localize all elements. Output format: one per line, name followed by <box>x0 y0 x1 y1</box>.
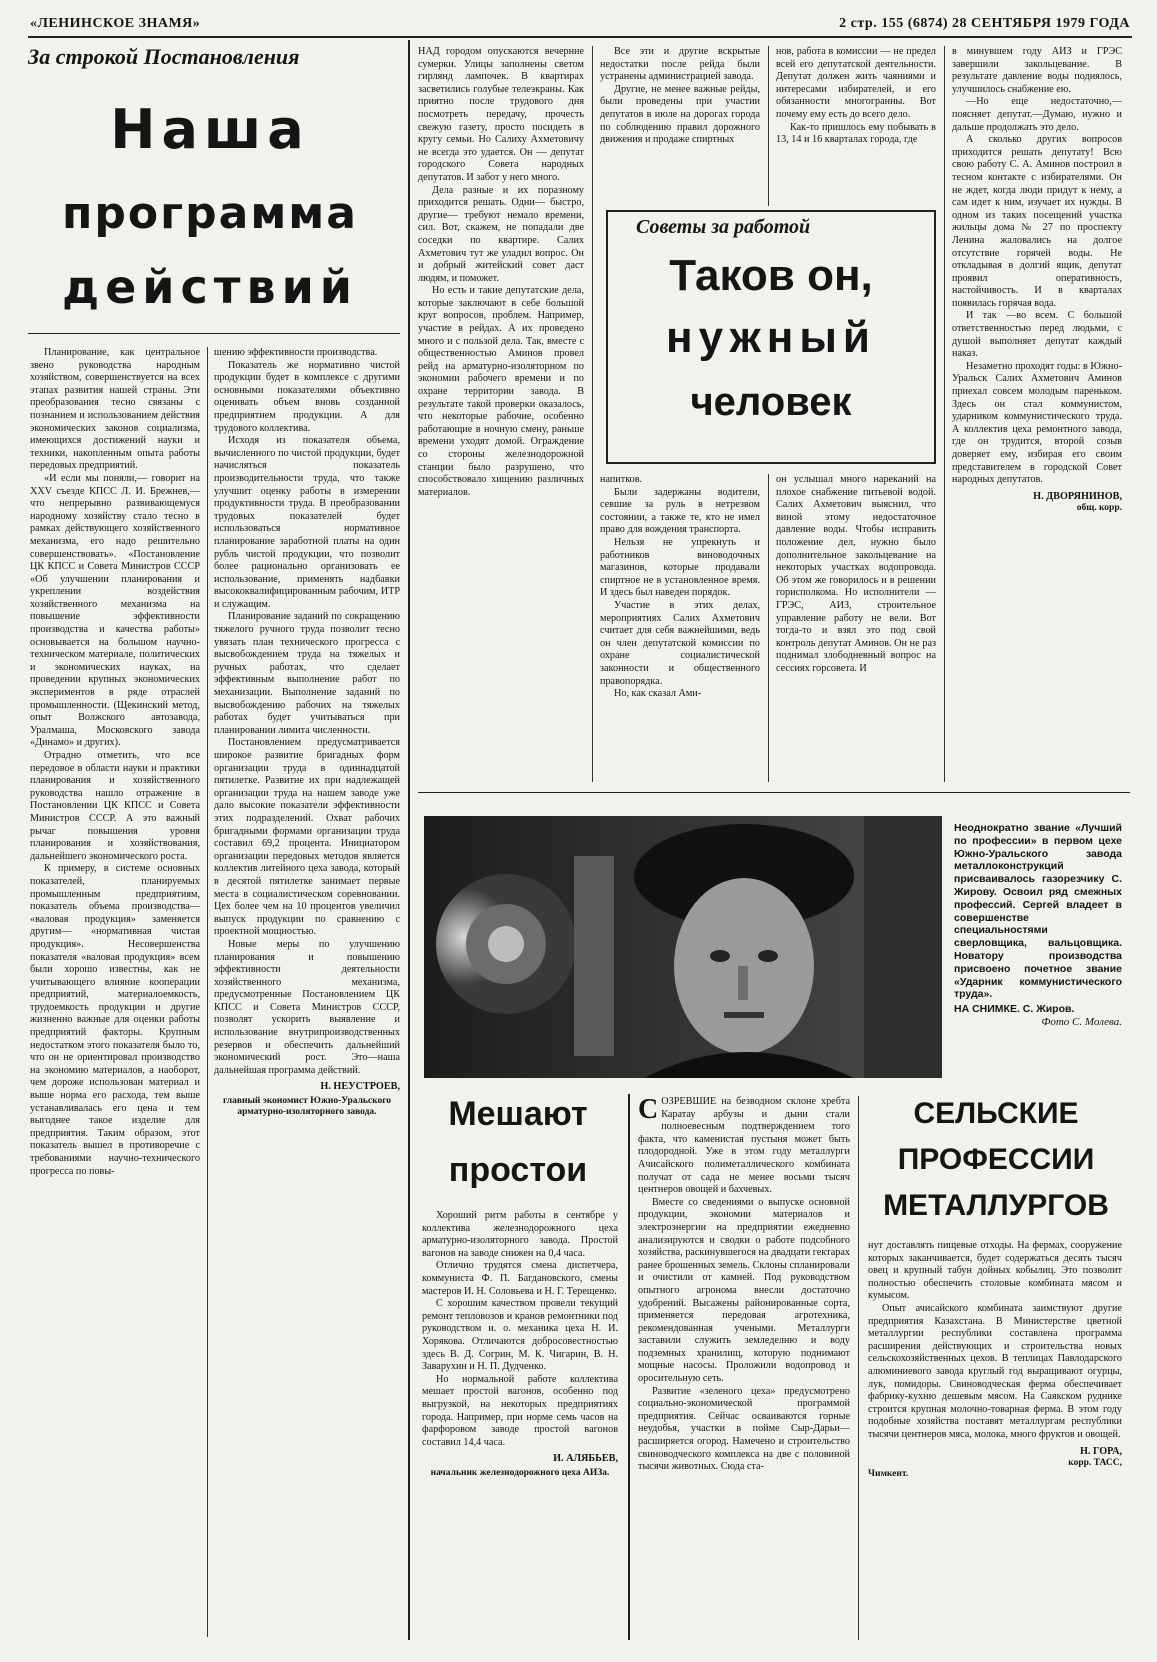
paragraph: С хорошим качеством провели текущий ремонт тепловозов и кранов ремонтники под руководством и. о. механика цеха Н. И. Хорякова. Отличаются добросовестностью здесь В. Д. Согрин, М. К. Чигарин, В. Н. Заварухин и Н. П. Дудченко. <box>422 1298 618 1373</box>
article2-title-line1: Таков он, <box>669 251 873 300</box>
column-divider <box>768 474 769 782</box>
paragraph: А сколько других вопросов приходится решать депутату! Всю свою работу С. А. Аминов построил в тесном контакте с избирателями. Он не ждет, когда люди придут к нему, а сам идет к ним, изучает их нужды. В одном из таких посещений участка жильцы дома № 27 по проспекту Ленина жаловались на долгое отсутствие горячей воды. Не откладывая в долгий ящик, депутат проявил оперативность, настойчивость. И в кварталах появилась горячая вода. <box>952 134 1122 309</box>
article2-signature-role: общ. корр. <box>1076 503 1122 514</box>
article1-title-line3: действий <box>61 260 359 314</box>
article2-column-d <box>952 46 1122 782</box>
paragraph: И так —во всем. С большой ответственностью перед людьми, с душой выполняет депутат каждый наказ. <box>952 310 1122 360</box>
article2-title-line3: человек <box>690 380 852 424</box>
paragraph: шению эффективности производства. <box>214 347 378 358</box>
column-divider <box>944 46 945 782</box>
article4-dateline: Чимкент. <box>868 1469 909 1480</box>
paper-name: «ЛЕНИНСКОЕ ЗНАМЯ» <box>30 16 201 31</box>
article1-rubric: За строкой Постановления <box>28 44 300 69</box>
article4-column-1 <box>638 1096 850 1640</box>
article4-column-2 <box>868 1240 1122 1640</box>
section-divider <box>408 40 410 1640</box>
paragraph: Как-то пришлось ему побывать в 13, 14 и 16 кварталах города, где <box>776 121 936 146</box>
paragraph: Вместе со сведениями о выпуске основной продукции, экономии материалов и электроэнергии на предприятии ежедневно анализируются и сводки о работе подсобного хозяйства, раскинувшегося на двадцати гектарах ранее брошенных земель. Склоны спланировали и очистили от камней. Под руководством опытного агронома внесли достаточно удобрений. Высажены районированные сорта, применяется передовая агротехника, рекомендованная учеными. Металлурги заставили служить земледелию и воду подземных хранилищ, которую поднимают мощные насосы. Проложили водопровод и оросительную сеть. <box>638 1196 850 1385</box>
paragraph: Развитие «зеленого цеха» предусмотрено социально-экономической программой предприятия. Сейчас осваиваются горные неудобья, участки в пойме Сыр-Дарьи— расширяется огород. Намечено и строительство свиноводческого комплекса на две с половиной тысячи животных. Сюда ста- <box>638 1385 850 1473</box>
paragraph: Опыт ачисайского комбината заимствуют другие предприятия Казахстана. В Министерстве цветной металлургии республики составлена программа расширения действующих и строительства новых сельскохозяйственных цехов. В теплицах Павлодарского алюминиевого завода круглый год выращивают огурцы, лук, помидоры. Свиноводческая ферма обеспечивает фабрику-кухню дешевым мясом. На Саякском руднике строится крупная молочно-товарная ферма. В этом году подобные хозяйства поставят металлургам республики тысячи центнеров мяса, молока, много фруктов и овощей. <box>868 1302 1122 1440</box>
paragraph: Отрадно отметить, что все передовое в области науки и практики планирования и хозяйственного руководства нашло отражение в Постановлении ЦК КПСС и Совета Министров СССР. А это важный рычаг повышения уровня планирования и хозяйствования, дальнейшего экономического роста. <box>30 750 200 862</box>
article4-title-line1: СЕЛЬСКИЕ <box>913 1097 1079 1130</box>
article2-column-b-top <box>600 46 760 206</box>
section-divider <box>628 1094 630 1640</box>
paragraph: —Но еще недостаточно,— поясняет депутат.—Думаю, нужно и дальше продолжать это дело. <box>952 96 1122 133</box>
article3-title-line1: Мешают <box>448 1095 588 1133</box>
article4-title-line3: МЕТАЛЛУРГОВ <box>883 1189 1109 1222</box>
article2-column-c-top <box>776 46 936 206</box>
article2-rubric: Советы за работой <box>636 216 811 238</box>
paragraph: Планирование заданий по сокращению тяжелого ручного труда позволит тесно увязать план технического прогресса с высвобождением труда на тяжелых и ручных работах, что сделает эффективным выполнение работ по механизации. Выполнение заданий по высвобождению рабочих на тяжелых работах будет учитываться при планировании лимита численности. <box>214 611 400 736</box>
paragraph: в минувшем году АИЗ и ГРЭС завершили закольцевание. В результате давление воды поднялось, улучшилось снабжение ею. <box>952 46 1122 95</box>
paragraph: Участие в этих делах, мероприятиях Салих Ахметович считает для себя важнейшими, ведь он член депутатской комиссии по охране социалистической законности и общественного правопорядка. <box>600 599 760 687</box>
article4-initial: С <box>638 1096 659 1125</box>
article1-signature-role: главный экономист Южно-Уральского арматурно-изоляторного завода. <box>222 1096 392 1118</box>
paragraph: Хороший ритм работы в сентябре у коллектива железнодорожного цеха арматурно-изоляторного завода. Простой вагонов на заводе снижен на 0,4 часа. <box>422 1210 618 1259</box>
portrait-photo-image <box>424 816 942 1078</box>
article2-column-a <box>418 46 584 782</box>
column-divider <box>768 46 769 206</box>
paragraph: Но есть и такие депутатские дела, которые заключают в себе большой круг вопросов, проблем. Например, участие в рейдах. А их проведено много и с пользой дела. Так, вместе с общественностью Аминов провел рейд на арматурно-изоляторном по экономии рабочего времени и по охране территории завода. В результате такой проверки оказалось, что некоторые рабочие, особенно работающие в ночную смену, раньше времени уходят домой. Ограждение со стороны железнодорожной станции было разрушено, что способствовало хищению различных материалов. <box>418 285 584 498</box>
paragraph: Планирование, как центральное звено руководства народным хозяйством, совершенствуется на всех этапах развития нашей страны. Эти преобразования тесно связаны с познанием и использованием действия экономических законов социализма, имеющихся достижений науки и техники, накопленным опыта работы передовых предприятий. <box>30 347 200 472</box>
column-divider <box>592 46 593 782</box>
article1-signature-name: Н. НЕУСТРОЕВ, <box>320 1081 400 1093</box>
article2-signature-name: Н. ДВОРЯНИНОВ, <box>1033 490 1122 502</box>
paragraph: НАД городом опускаются вечерние сумерки. Улицы заполнены светом гирлянд лампочек. В квартирах засветились голубые телеэкраны. Как приятно после трудового дня посмотреть передачу, прочесть свежую газету, просто посидеть в кругу семьи. Но Салиху Ахметовичу не всегда это удается. Он — депутат городского Совета народных депутатов. И забот у него много. <box>418 46 584 183</box>
article1-title-rule <box>28 333 400 334</box>
paragraph: Но нормальной работе коллектива мешает простой вагонов, особенно под выгрузкой, на некоторых предприятиях города. Например, при норме семь часов на фарфоровом заводе простой вагонов составил 14,4 часа. <box>422 1373 618 1448</box>
paragraph: Отлично трудятся смена диспетчера, коммуниста Ф. П. Багдановского, смены мастеров И. Н. Соловьева и Н. Г. Терещенко. <box>422 1260 618 1297</box>
paragraph: Но, как сказал Ами- <box>614 688 702 700</box>
paragraph: К примеру, в системе основных показателей, планируемых промышленным предприятиям, показатель объема производства— «валовая продукция» заменяется другим— «нормативная чистая продукция». Несовершенства показателя «валовая продукция» всем были хорошо известны, как не учитывающего влияние кооперации предприятий, материалоемкость, трудоемкость продукции и другие жизненно важные для оценки работы предприятий факторы. Крупным недостатком этого показателя было то, что он не ориентировал производство на экономию материалов, а наоборот, чем дороже использован материал и выше норма его расхода, тем выше устанавливалась его цена и тем выгоднее такое изделие для предприятия. Таким образом, этот показатель вышел в противоречие с требованиями научно-технического прогресса по повы- <box>30 863 200 1177</box>
masthead-rule <box>28 36 1132 38</box>
article4-title-line2: ПРОФЕССИИ <box>897 1143 1095 1176</box>
article3-column <box>422 1210 618 1640</box>
paragraph: Нельзя не упрекнуть и работников виноводочных магазинов, которые продавали спиртное не в установленное время. И здесь был наведен порядок. <box>600 536 760 599</box>
article4-signature-role: корр. ТАСС, <box>1068 1458 1122 1469</box>
paragraph: нов, работа в комиссии — не предел всей его депутатской деятельности. Депутат должен жить чаяниями и интересами избирателей, и его обязанности многогранны. Вот почему ему есть до всего дело. <box>776 46 936 120</box>
article1-column-2 <box>214 347 400 1637</box>
article3-title-line2: простои <box>448 1151 588 1189</box>
article3-signature-name: И. АЛЯБЬЕВ, <box>553 1453 618 1465</box>
photo-credit: Фото С. Молева. <box>1041 1015 1122 1028</box>
article1-title-line1: Наша <box>110 98 310 161</box>
paragraph: ОЗРЕВШИЕ на безводном склоне хребта Каратау арбузы и дыни стали полноевесным подтверждением того факта, что каменистая пустыня может быть плодородной. Уже в этом году металлурги Ачисайского полиметаллического комбината получат от сада не менее восьми тысяч центнеров овощей и бахчевых. <box>638 1096 850 1196</box>
paragraph: Показатель же нормативно чистой продукции будет в комплексе с другими основными показателями объективно оценивать объем вновь созданной предприятием продукции. А для трудового коллектива. <box>214 359 400 434</box>
article4-signature-name: Н. ГОРА, <box>1080 1445 1122 1457</box>
paragraph: Новые меры по улучшению планирования и повышению эффективности деятельности хозяйственного механизма, предусмотренные Постановлением ЦК КПСС и Совета Министров СССР, позволят ускорить выявление и использование внутрипроизводственных резервов и обеспечить дальнейший экономический рост. Это—наша дальнейшая программа действий. <box>214 938 400 1076</box>
paragraph: «И если мы поняли,— говорит на XXV съезде КПСС Л. И. Брежнев,—что непрерывно развивающемуся народному хозяйству стало тесно в рамках действующего хозяйственного механизма, его надо решительно совершенствовать». «Постановление ЦК КПСС и Совета Министров СССР «Об улучшении планирования и укреплении воздействия хозяйственного механизма на повышение эффективности производства и качества работы» основывается на большом научно-техническом материале, политических и экономических науках, на проведении крупных экономических экспериментов в ряде отраслей промышленности. (Щекинский метод, опыт Волжского автозавода, Уралмаша, Московского завода «Динамо» и других). <box>30 472 200 749</box>
photo-caption <box>954 822 1122 1082</box>
article3-signature-role: начальник железнодорожного цеха АИЗа. <box>430 1467 610 1478</box>
column-divider <box>207 347 208 1637</box>
portrait-photo <box>424 816 942 1078</box>
paragraph: Дела разные и их поразному приходится решать. Одни— быстро, другие— требуют немало времени, сил. Вот, скажем, не попадали две соседки по квартире. Салих Ахметович тут же уладил вопрос. Он и добрый житейский совет даст людям, и поможет. <box>418 184 584 284</box>
paragraph: он услышал много нареканий на плохое снабжение питьевой водой. Салих Ахметович выяснил, что виной этому недостаточное давление воды. Чтобы исправить положение дел, нужно было дополнительное закольцевание на некоторых участках водопровода. Об этом же говорилось и в решении горисполкома. Но исполнители — ГРЭС, АИЗ, строительное управление работу не вели. Вот тогда-то и взял это под свой контроль депутат Аминов. Он не раз поднимал злободневный вопрос на сессиях горсовета. И <box>776 474 936 674</box>
article1-column-1 <box>30 347 200 1637</box>
paragraph: нут доставлять пищевые отходы. На фермах, сооружение которых заканчивается, будет содержаться десять тысяч овец и крупный табун дойных кобылиц. Это позволит полностью обеспечить столовые комбината мясом и кумысом. <box>868 1240 1122 1302</box>
article2-column-b-bottom <box>600 474 760 782</box>
paragraph: Незаметно проходят годы: в Южно-Уральск Салих Ахметович Аминов приехал совсем молодым пареньком. Здесь он стал коммунистом, ударником коммунистического труда. А коллектив цеха ремонтного завода, где он трудится, второй созыв доверяет ему, избирая его своим представителем в городской Совет народных депутатов. <box>952 360 1122 486</box>
article1-title-line2: программа <box>62 188 358 239</box>
paragraph: напитков. <box>600 474 643 485</box>
photo-caption-text: Неоднократно звание «Лучший по профессии» в первом цехе Южно-Уральского завода металлоконструкций присваивалось газорезчику С. Жирову. Освоил ряд смежных профессий. Сергей владеет в совершенстве специальностями сверловщика, вальцовщика. Новатору производства присвоено почетное звание «Ударник коммунистического труда». <box>954 822 1122 1001</box>
paragraph: Постановлением предусматривается широкое развитие бригадных форм организации труда в одиннадцатой пятилетке. Развитие их при надлежащей организации труда на нашем заводе уже дало высокие показатели эффективности этих подразделений. Охват рабочих бригадными формами организации труда составил 69,2 процента. Инициатором организации передовых методов является коллектив литейного цеха завода, который в десятой пятилетке занимает первые места в социалистическом соревновании. Цех более чем на 10 процентов увеличил выпуск продукции по сравнению с проектной мощностью. <box>214 737 400 938</box>
paragraph: Были задержаны водители, севшие за руль в нетрезвом состоянии, а также те, кто не имел право для вождения транспорта. <box>600 486 760 536</box>
issue-info: 2 стр. 155 (6874) 28 СЕНТЯБРЯ 1979 ГОДА <box>839 16 1130 31</box>
paragraph: Исходя из показателя объема, вычисленного по чистой продукции, будет начисляться показатель производительности труда, что также улучшит оценку работы в измерении продуктивности труда. В преобразовании трудовых показателей будет использоваться нормативное планирование заработной платы на один рубль чистой продукции, что позволит более рационально организовать ее использование, применять надбавки высококвалифицированным рабочим, ИТР и служащим. <box>214 435 400 610</box>
photo-on-photo: НА СНИМКЕ. С. Жиров. <box>954 1003 1075 1016</box>
paragraph: Другие, не менее важные рейды, были проведены при участии депутатов в июле на дорогах города по соблюдению правил дорожного движения и продаже спиртных <box>600 83 760 146</box>
article2-column-c-bottom <box>776 474 936 782</box>
section-rule <box>418 792 1130 793</box>
paragraph: Все эти и другие вскрытые недостатки после рейда были устранены администрацией завода. <box>600 46 760 83</box>
article2-title-line2: нужный <box>666 313 876 362</box>
article2-title-box <box>606 210 936 464</box>
masthead <box>30 14 1130 36</box>
column-divider <box>858 1096 859 1640</box>
